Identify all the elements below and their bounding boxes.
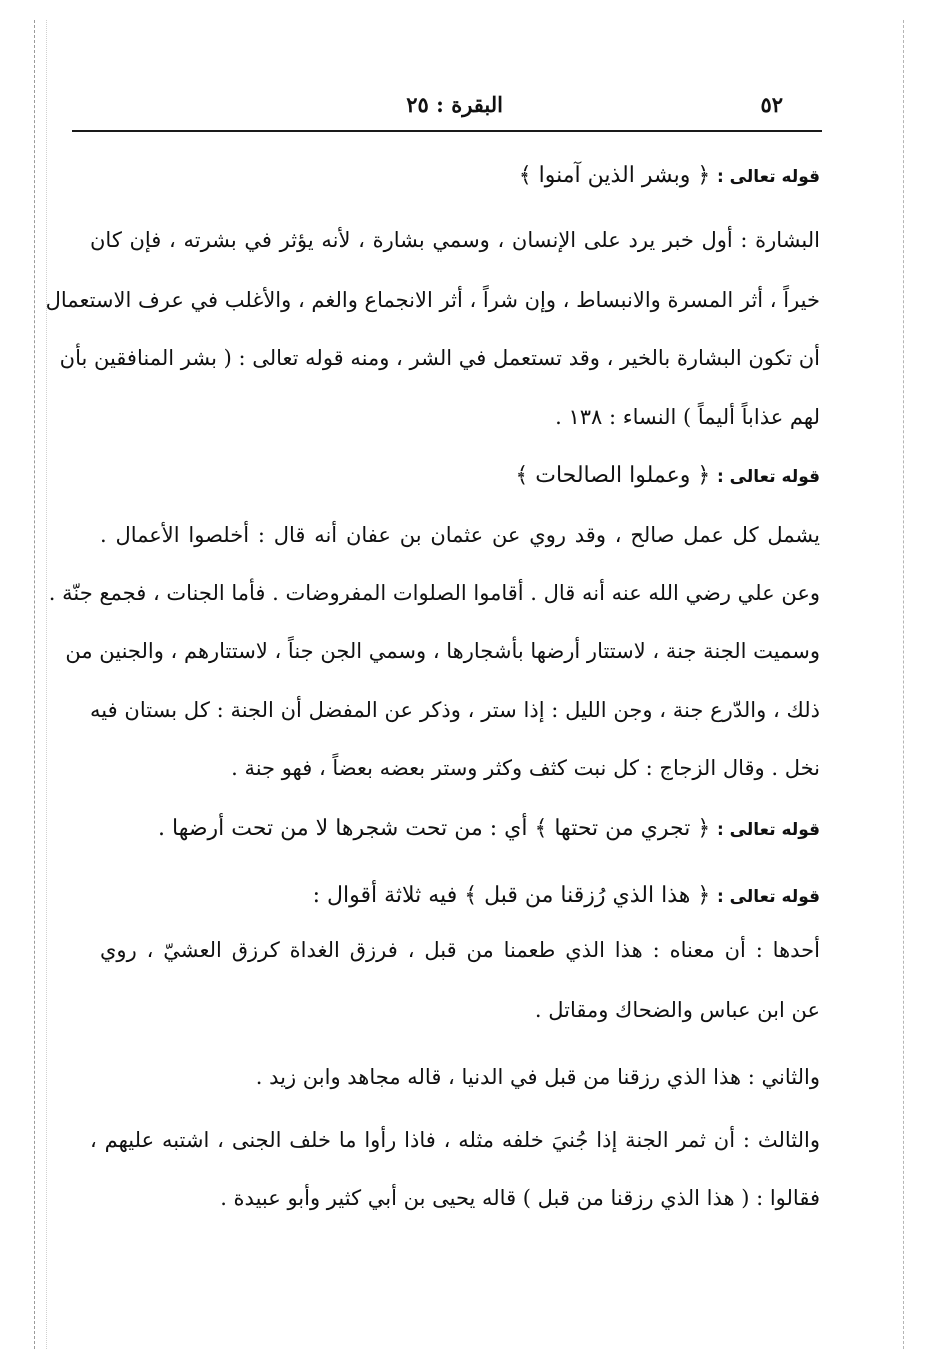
paragraph-line: فقالوا : ( هذا الذي رزقنا من قبل ) قاله يحيى بن أبي كثير وأبو عبيدة . [220, 1186, 820, 1210]
paragraph-line: والثالث : أن ثمر الجنة إذا جُنيَ خلفه مثله ، فاذا رأوا ما خلف الجنى ، اشتبه عليهم ، [90, 1128, 820, 1152]
heading-keyword: قوله تعالى : [716, 820, 820, 840]
scan-edge-right [903, 20, 904, 1349]
heading-keyword: قوله تعالى : [716, 167, 820, 187]
paragraph-line: نخل . وقال الزجاج : كل نبت كثف وكثر وستر بعضه بعضاً ، فهو جنة . [231, 756, 820, 780]
scan-edge-inner [46, 20, 47, 1349]
scan-edge-left [34, 20, 35, 1349]
line-heading-3 [158, 813, 820, 845]
line-heading-2 [515, 460, 820, 492]
paragraph-line: وعن علي رضي الله عنه أنه قال . أقاموا الصلوات المفروضات . فأما الجنات ، فجمع جنّة . [48, 581, 820, 605]
page-header [78, 86, 823, 134]
paragraph-line: أحدها : أن معناه : هذا الذي طعمنا من قبل ، فرزق الغداة كرزق العشيّ ، روي [100, 938, 820, 962]
paragraph-line: يشمل كل عمل صالح ، وقد روي عن عثمان بن عفان أنه قال : أخلصوا الأعمال . [100, 523, 820, 547]
heading-keyword: قوله تعالى : [716, 467, 820, 487]
verse-quote: ﴿ وعملوا الصالحات ﴾ [515, 463, 711, 488]
paragraph-line: والثاني : هذا الذي رزقنا من قبل في الدنيا ، قاله مجاهد وابن زيد . [255, 1065, 820, 1089]
verse-quote: ﴿ وبشر الذين آمنوا ﴾ [518, 163, 711, 188]
paragraph-line: لهم عذاباً أليماً ) النساء : ١٣٨ . [555, 405, 820, 429]
paragraph-line: عن ابن عباس والضحاك ومقاتل . [534, 998, 820, 1022]
paragraph-line: خيراً ، أثر المسرة والانبساط ، وإن شراً ، أثر الانجماع والغم ، والأغلب في عرف الاستعمال [45, 288, 820, 312]
heading-keyword: قوله تعالى : [716, 887, 820, 907]
paragraph-line: البشارة : أول خبر يرد على الإنسان ، وسمي بشارة ، لأنه يؤثر في بشرته ، فإن كان [90, 228, 820, 252]
paragraph-line: وسميت الجنة جنة ، لاستتار أرضها بأشجارها ، وسمي الجن جناً ، لاستتارهم ، والجنين من [65, 639, 820, 663]
page-number: ٥٢ [760, 92, 783, 117]
running-title: البقرة : ٢٥ [406, 92, 503, 117]
verse-quote: ﴿ تجري من تحتها ﴾ أي : من تحت شجرها لا من تحت أرضها . [158, 816, 711, 841]
paragraph-line: أن تكون البشارة بالخير ، وقد تستعمل في الشر ، ومنه قوله تعالى : ( بشر المنافقين بأن [59, 346, 820, 370]
line-heading-1 [519, 160, 820, 192]
verse-quote: ﴿ هذا الذي رُزقنا من قبل ﴾ فيه ثلاثة أقوال : [312, 883, 711, 908]
line-heading-4 [313, 880, 820, 912]
header-rule [72, 130, 822, 132]
paragraph-line: ذلك ، والدّرع جنة ، وجن الليل : إذا ستر ، وذكر عن المفضل أن الجنة : كل بستان فيه [90, 698, 820, 722]
